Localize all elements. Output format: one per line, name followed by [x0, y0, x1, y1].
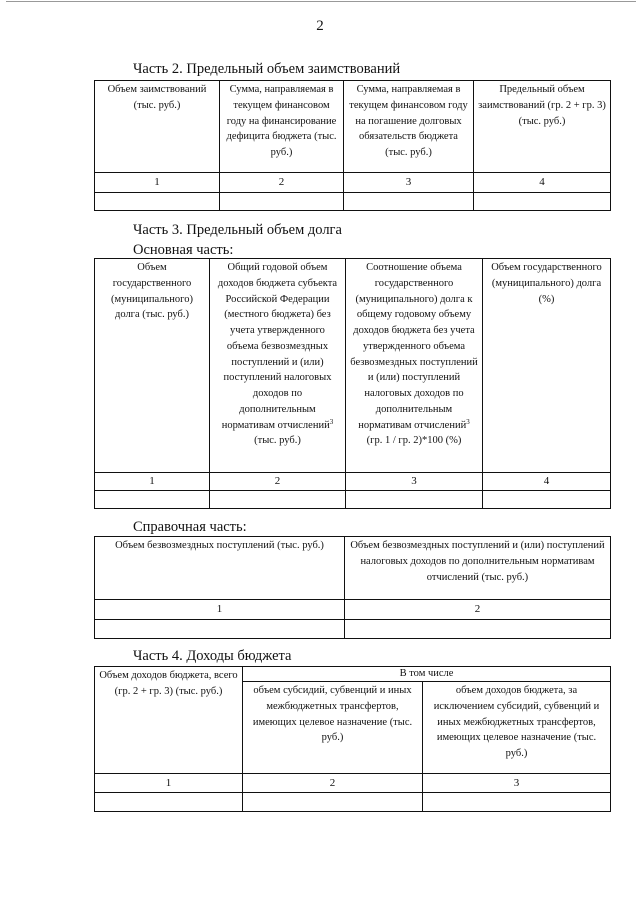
ref-header-1: Объем безвозмездных поступлений (тыс. руб.): [95, 537, 345, 600]
part4-header-2: объем субсидий, субвенций и иных межбюджетных трансфертов, имеющих целевое назначение (тыс. руб.): [243, 682, 423, 774]
part2-empty-cell: [344, 193, 474, 211]
part3-header-2: [210, 259, 346, 473]
part2-header-2: Сумма, направляемая в текущем финансовом году на финансирование дефицита бюджета (тыс. руб.): [220, 81, 344, 173]
part3-main-table: [94, 258, 611, 509]
part4-empty-cell: [243, 793, 423, 812]
part3-empty-cell: [210, 491, 346, 509]
part3-colnum-1: 1: [95, 473, 210, 491]
part3-header-2-text: Общий годовой объем доходов бюджета субъекта Российской Федерации (местного бюджета) без учета утвержденного объема безвозмездных поступлений и (или) поступлений налоговых доходов по дополнительным нормативам отчислений: [217, 262, 338, 431]
part3-empty-cell: [483, 491, 611, 509]
part3-colnum-4: 4: [483, 473, 611, 491]
part2-colnum-4: 4: [474, 173, 611, 193]
part4-table: [94, 666, 611, 812]
part2-header-3: Сумма, направляемая в текущем финансовом году на погашение долговых обязательств бюджета (тыс. руб.): [344, 81, 474, 173]
ref-empty-cell: [345, 620, 611, 639]
ref-empty-cell: [95, 620, 345, 639]
part4-colnum-3: 3: [423, 774, 611, 793]
part3-title: Часть 3. Предельный объем долга: [133, 222, 342, 238]
part4-group-header: В том числе: [243, 667, 611, 682]
part2-header-1: Объем заимствований (тыс. руб.): [95, 81, 220, 173]
part4-header-1: Объем доходов бюджета, всего (гр. 2 + гр. 3) (тыс. руб.): [95, 667, 243, 774]
part3-header-3-formula: (гр. 1 / гр. 2)*100 (%): [366, 435, 462, 447]
scan-edge-line: [6, 1, 636, 2]
part2-colnum-2: 2: [220, 173, 344, 193]
part3-empty-cell: [95, 491, 210, 509]
part3-main-subtitle: Основная часть:: [133, 242, 234, 258]
part4-title: Часть 4. Доходы бюджета: [133, 648, 292, 664]
part3-empty-cell: [346, 491, 483, 509]
part4-header-3: объем доходов бюджета, за исключением субсидий, субвенций и иных межбюджетных трансфертов, имеющих целевое назначение (тыс. руб.): [423, 682, 611, 774]
part2-colnum-1: 1: [95, 173, 220, 193]
part4-empty-cell: [95, 793, 243, 812]
ref-header-2: Объем безвозмездных поступлений и (или) поступлений налоговых доходов по дополнительным нормативам отчислений (тыс. руб.): [345, 537, 611, 600]
part2-header-4: Предельный объем заимствований (гр. 2 + гр. 3) (тыс. руб.): [474, 81, 611, 173]
footnote-mark: 3: [466, 417, 470, 426]
part3-ref-subtitle: Справочная часть:: [133, 519, 247, 535]
ref-colnum-1: 1: [95, 600, 345, 620]
part4-colnum-2: 2: [243, 774, 423, 793]
part2-colnum-3: 3: [344, 173, 474, 193]
part3-header-1: Объем государственного (муниципального) долга (тыс. руб.): [95, 259, 210, 473]
footnote-mark: 3: [329, 417, 334, 426]
part3-ref-table: [94, 536, 611, 639]
part2-empty-cell: [95, 193, 220, 211]
page-number: 2: [316, 18, 324, 34]
part3-colnum-2: 2: [210, 473, 346, 491]
part2-title: Часть 2. Предельный объем заимствований: [133, 61, 401, 77]
part2-empty-cell: [220, 193, 344, 211]
part3-colnum-3: 3: [346, 473, 483, 491]
ref-colnum-2: 2: [345, 600, 611, 620]
part4-colnum-1: 1: [95, 774, 243, 793]
part4-empty-cell: [423, 793, 611, 812]
part3-header-3-text: Соотношение объема государственного (муниципального) долга к общему годовому объему доходов бюджета без учета утвержденного объема безвозмездных поступлений и (или) поступлений налоговых доходов по дополнительным нормативам отчислений: [350, 262, 478, 431]
part3-header-2-unit: (тыс. руб.): [254, 435, 301, 447]
part3-header-3: [346, 259, 483, 473]
part3-header-4: Объем государственного (муниципального) долга (%): [483, 259, 611, 473]
part2-table: [94, 80, 611, 211]
part2-empty-cell: [474, 193, 611, 211]
